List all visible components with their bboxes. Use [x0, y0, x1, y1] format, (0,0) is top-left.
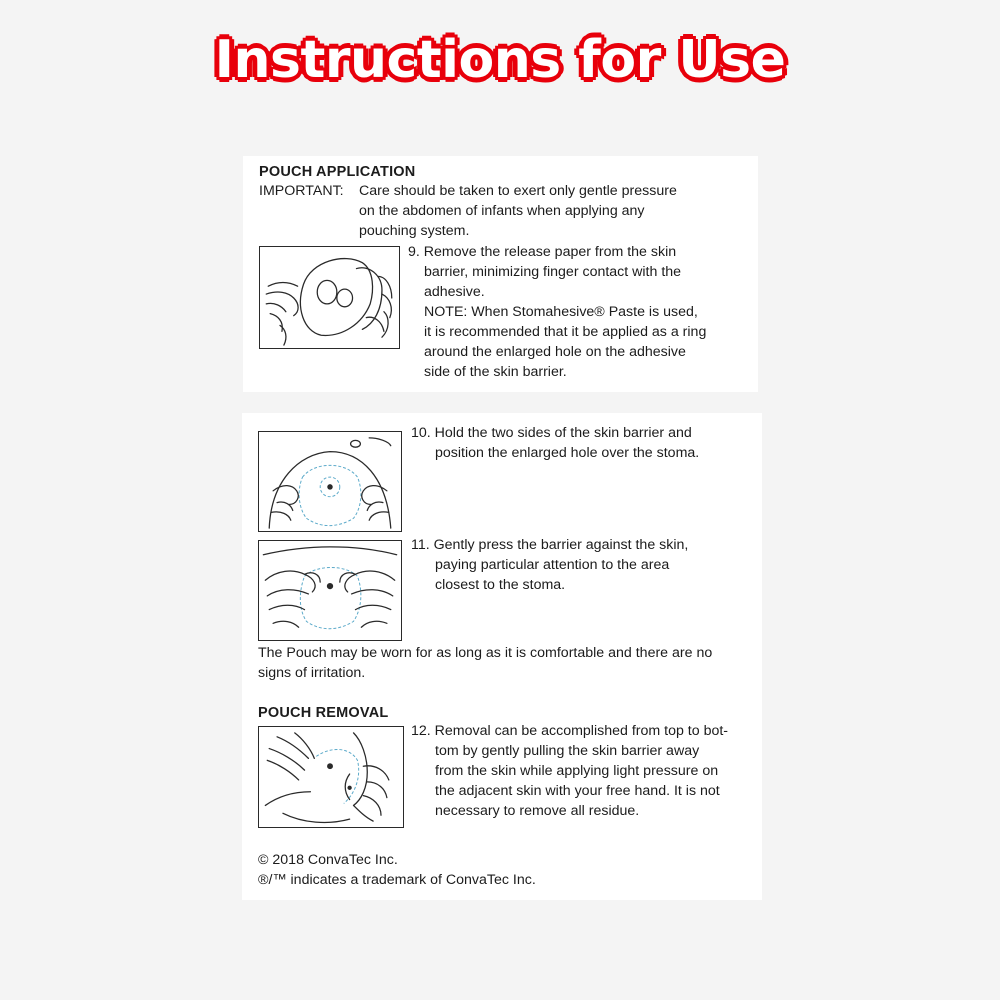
step-12-line: necessary to remove all residue. [435, 803, 640, 819]
important-line: pouching system. [359, 223, 470, 239]
step-12-text [411, 721, 728, 821]
important-note [359, 181, 677, 241]
pouch-application-heading: POUCH APPLICATION [259, 164, 416, 180]
step-11-line: 11. Gently press the barrier against the skin, [411, 537, 689, 553]
step-11-line: closest to the stoma. [435, 577, 566, 593]
wear-line: The Pouch may be worn for as long as it is comfortable and there are no [258, 645, 713, 661]
step-11-text [411, 535, 688, 595]
step-9-text [408, 242, 706, 382]
step-10-line: position the enlarged hole over the stoma. [435, 445, 700, 461]
important-label: IMPORTANT: [259, 183, 344, 199]
step-9-line: 9. Remove the release paper from the skin [408, 244, 677, 260]
step-12-line: the adjacent skin with your free hand. It is not [435, 783, 720, 799]
positioning-illustration [258, 431, 402, 532]
step-12-line: tom by gently pulling the skin barrier away [435, 743, 700, 759]
step-11-line: paying particular attention to the area [435, 557, 670, 573]
pouch-steps-card [242, 413, 762, 900]
step-12-line: from the skin while applying light pressure on [435, 763, 719, 779]
step-10-line: 10. Hold the two sides of the skin barrier and [411, 425, 692, 441]
peeling-release-paper-icon [260, 247, 399, 348]
wear-line: signs of irritation. [258, 665, 366, 681]
step-9-line: around the enlarged hole on the adhesive [424, 344, 686, 360]
important-line: on the abdomen of infants when applying any [359, 203, 645, 219]
trademark-text: ®/™ indicates a trademark of ConvaTec Inc. [258, 872, 536, 888]
wear-duration-text [258, 643, 712, 683]
pressing-barrier-icon [259, 541, 401, 640]
pouch-application-card [243, 156, 758, 392]
step-9-line: it is recommended that it be applied as a ring [424, 324, 707, 340]
pressing-illustration [258, 540, 402, 641]
step-9-line: NOTE: When Stomahesive® Paste is used, [424, 304, 698, 320]
step-9-line: adhesive. [424, 284, 485, 300]
step-12-line: 12. Removal can be accomplished from top to bot- [411, 723, 729, 739]
removing-barrier-icon [259, 727, 403, 827]
step-9-line: side of the skin barrier. [424, 364, 567, 380]
release-paper-illustration [259, 246, 400, 349]
pouch-removal-heading: POUCH REMOVAL [258, 705, 389, 721]
page-banner-title: Instructions for Use [214, 30, 786, 90]
important-line: Care should be taken to exert only gentle pressure [359, 183, 677, 199]
positioning-barrier-icon [259, 432, 401, 531]
step-9-line: barrier, minimizing finger contact with the [424, 264, 682, 280]
copyright-text: © 2018 ConvaTec Inc. [258, 852, 398, 868]
step-10-text [411, 423, 699, 463]
removal-illustration [258, 726, 404, 828]
